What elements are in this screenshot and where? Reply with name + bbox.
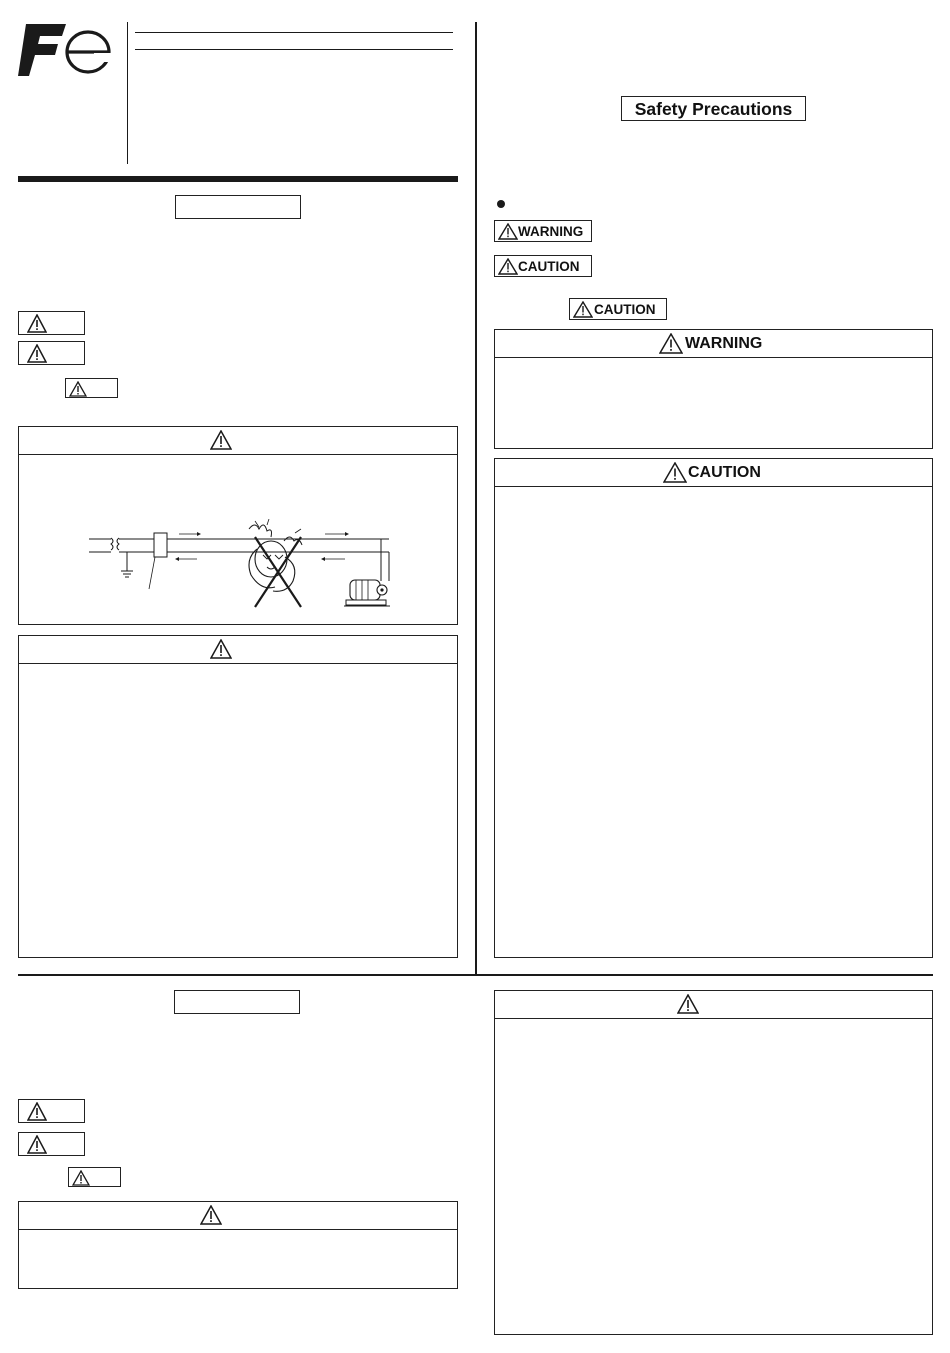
warning-triangle-icon <box>27 314 47 333</box>
inline-caution-label <box>65 378 118 398</box>
caution-legend-text: CAUTION <box>518 259 580 274</box>
warning-triangle-icon <box>663 462 687 483</box>
logo-icon <box>18 22 114 78</box>
warning-box-header <box>495 330 932 358</box>
warning-box-left-2 <box>18 635 458 958</box>
section-title-box <box>175 195 301 219</box>
warning-triangle-icon <box>72 1170 90 1186</box>
warning-triangle-icon <box>210 430 232 450</box>
caution-legend-label <box>18 341 85 365</box>
warning-legend-text: WARNING <box>518 224 584 239</box>
warning-box-header <box>19 636 457 664</box>
warning-triangle-icon <box>210 639 232 659</box>
bullet-dot-icon <box>496 199 506 209</box>
warning-box-right-2 <box>494 990 933 1335</box>
caution-legend-label-2 <box>18 1132 85 1156</box>
warning-triangle-icon <box>200 1205 222 1225</box>
warning-box-right <box>494 329 933 449</box>
caution-box-header <box>495 459 932 487</box>
warning-box-electric-shock <box>18 426 458 625</box>
fuji-electric-logo <box>18 22 114 78</box>
warning-box-header <box>19 427 457 455</box>
warning-legend-label-2 <box>18 1099 85 1123</box>
inline-caution-badge <box>569 298 667 320</box>
caution-box-right <box>494 458 933 958</box>
header-rule-1 <box>135 32 453 33</box>
motor-icon <box>344 572 392 612</box>
column-divider <box>475 22 477 974</box>
warning-triangle-icon <box>498 258 518 275</box>
warning-box-header <box>19 1202 457 1230</box>
warning-box-left-3 <box>18 1201 458 1289</box>
warning-triangle-icon <box>69 381 87 397</box>
warning-triangle-icon <box>27 1102 47 1121</box>
warning-box-header <box>495 991 932 1019</box>
warning-legend-label <box>18 311 85 335</box>
safety-precautions-title: Safety Precautions <box>634 99 793 119</box>
warning-triangle-icon <box>573 301 593 318</box>
warning-triangle-icon <box>27 344 47 363</box>
inline-caution-label-2 <box>68 1167 121 1187</box>
warning-triangle-icon <box>27 1135 47 1154</box>
header-rule-2 <box>135 49 453 50</box>
warning-triangle-icon <box>677 994 699 1014</box>
warning-triangle-icon <box>498 223 518 240</box>
thick-header-rule <box>18 176 458 182</box>
warning-box-title: WARNING <box>685 335 763 352</box>
inline-caution-text: CAUTION <box>594 302 656 317</box>
safety-precautions-title-box <box>621 96 806 121</box>
section-title-box-2 <box>174 990 300 1014</box>
caution-box-title: CAUTION <box>688 464 761 481</box>
header-vertical-divider <box>127 22 128 164</box>
warning-legend-badge <box>494 220 592 242</box>
caution-legend-badge <box>494 255 592 277</box>
section-divider <box>18 974 933 976</box>
warning-triangle-icon <box>659 333 683 354</box>
